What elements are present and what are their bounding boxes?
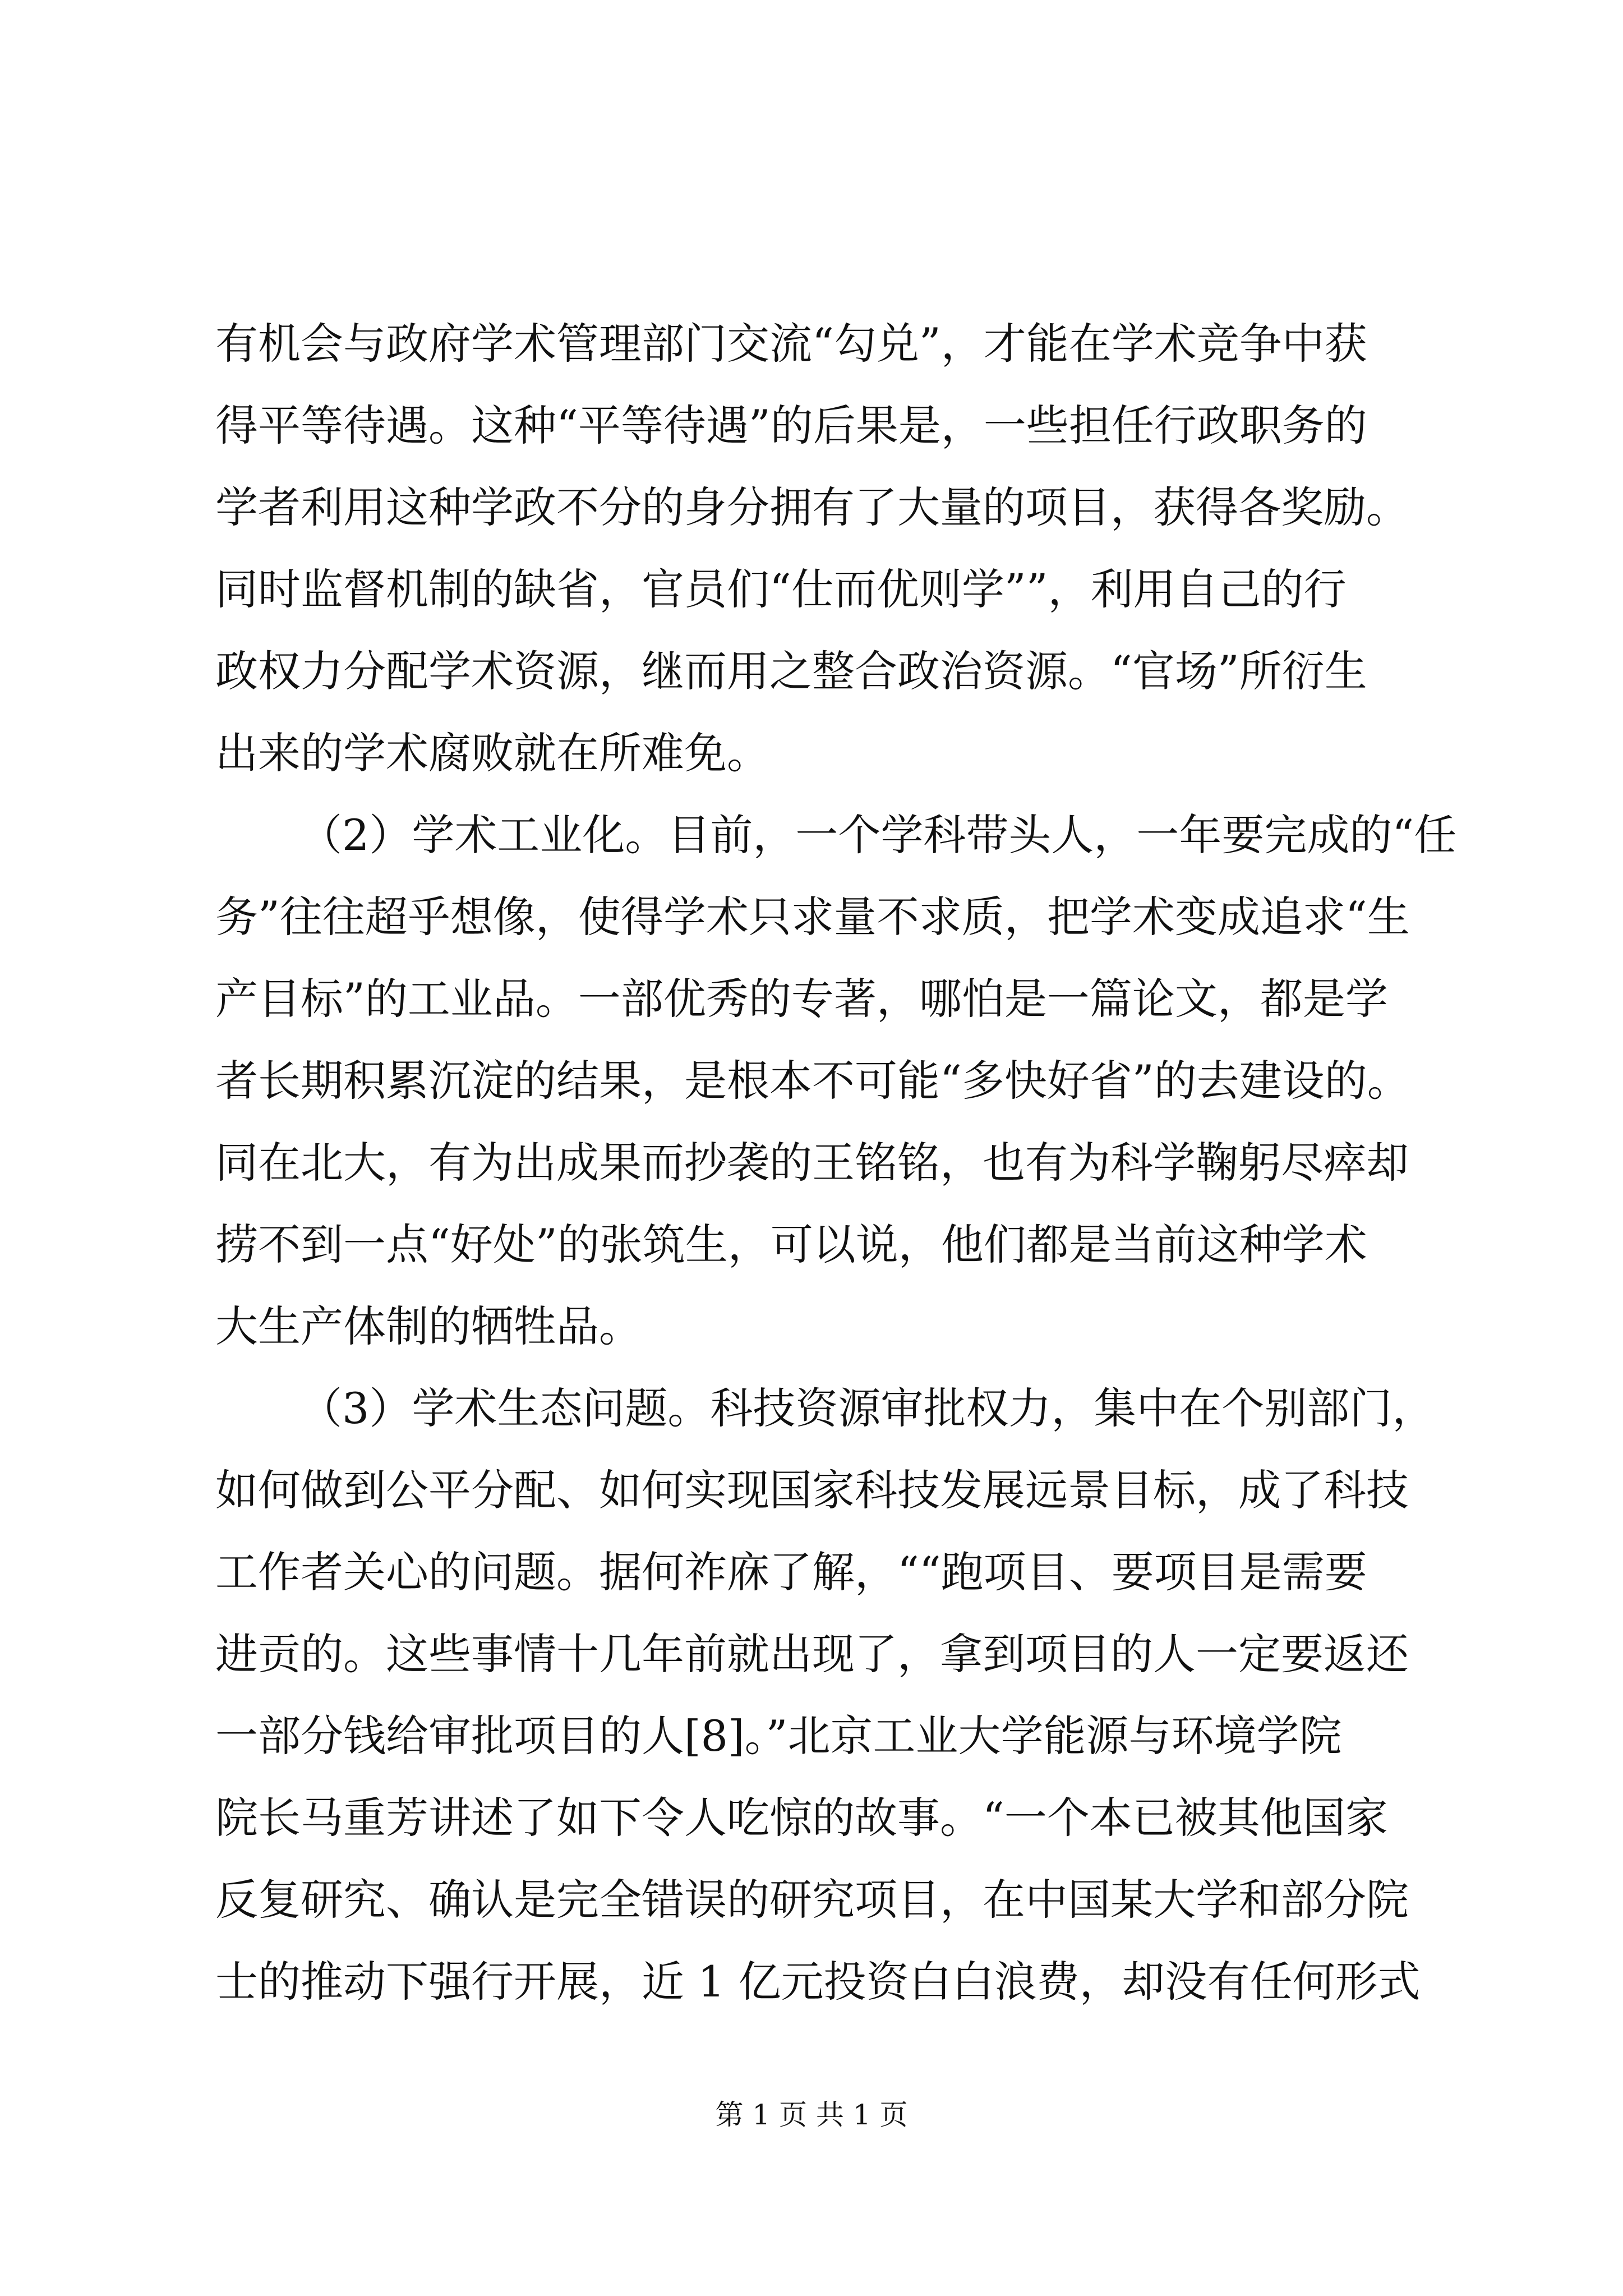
- text-line: 同在北大，有为出成果而抄袭的王铭铭，也有为科学鞠躬尽瘁却: [215, 1138, 1409, 1188]
- text-line: 工作者关心的问题。据何祚庥了解，““跑项目、要项目是需要: [215, 1547, 1367, 1597]
- paragraph-3: [215, 1368, 1435, 2023]
- text-line: 政权力分配学术资源，继而用之整合政治资源。“官场”所衍生: [215, 646, 1367, 696]
- text-line: 者长期积累沉淀的结果，是根本不可能“多快好省”的去建设的。: [215, 1056, 1410, 1106]
- text-line: 如何做到公平分配、如何实现国家科技发展远景目标，成了科技: [215, 1465, 1409, 1515]
- text-line: 学者利用这种学政不分的身分拥有了大量的项目，获得各奖励。: [215, 482, 1409, 532]
- text-line: 进贡的。这些事情十几年前就出现了，拿到项目的人一定要返还: [215, 1629, 1409, 1679]
- text-line: 反复研究、确认是完全错误的研究项目，在中国某大学和部分院: [215, 1875, 1409, 1925]
- text-line: 出来的学术腐败就在所难免。: [215, 728, 769, 778]
- text-line: 务”往往超乎想像，使得学术只求量不求质，把学术变成追求“生: [215, 892, 1410, 942]
- text-line: 有机会与政府学术管理部门交流“勾兑”，才能在学术竞争中获: [215, 319, 1367, 369]
- text-line: 得平等待遇。这种“平等待遇”的后果是，一些担任行政职务的: [215, 401, 1367, 450]
- paragraph-1: [215, 303, 1410, 794]
- text-line: 一部分钱给审批项目的人[8]。”北京工业大学能源与环境学院: [215, 1711, 1342, 1761]
- text-line: 产目标”的工业品。一部优秀的专著，哪怕是一篇论文，都是学: [215, 974, 1388, 1024]
- text-line: 捞不到一点“好处”的张筑生，可以说，他们都是当前这种学术: [215, 1220, 1367, 1269]
- page-number-footer: 第 1 页 共 1 页: [715, 2099, 908, 2131]
- text-line: 大生产体制的牺牲品。: [215, 1301, 642, 1351]
- text-line: 士的推动下强行开展，近 1 亿元投资白白浪费，却没有任何形式: [215, 1957, 1421, 2007]
- paragraph-2: [215, 794, 1457, 1368]
- document-body: [215, 303, 1457, 2023]
- text-line: 同时监督机制的缺省，官员们“仕而优则学””，利用自己的行: [215, 564, 1347, 614]
- text-line: 院长马重芳讲述了如下令人吃惊的故事。“一个本已被其他国家: [215, 1793, 1388, 1843]
- text-line: （2）学术工业化。目前，一个学科带头人，一年要完成的“任: [299, 810, 1457, 860]
- text-line: （3）学术生态问题。科技资源审批权力，集中在个别部门，: [299, 1383, 1435, 1433]
